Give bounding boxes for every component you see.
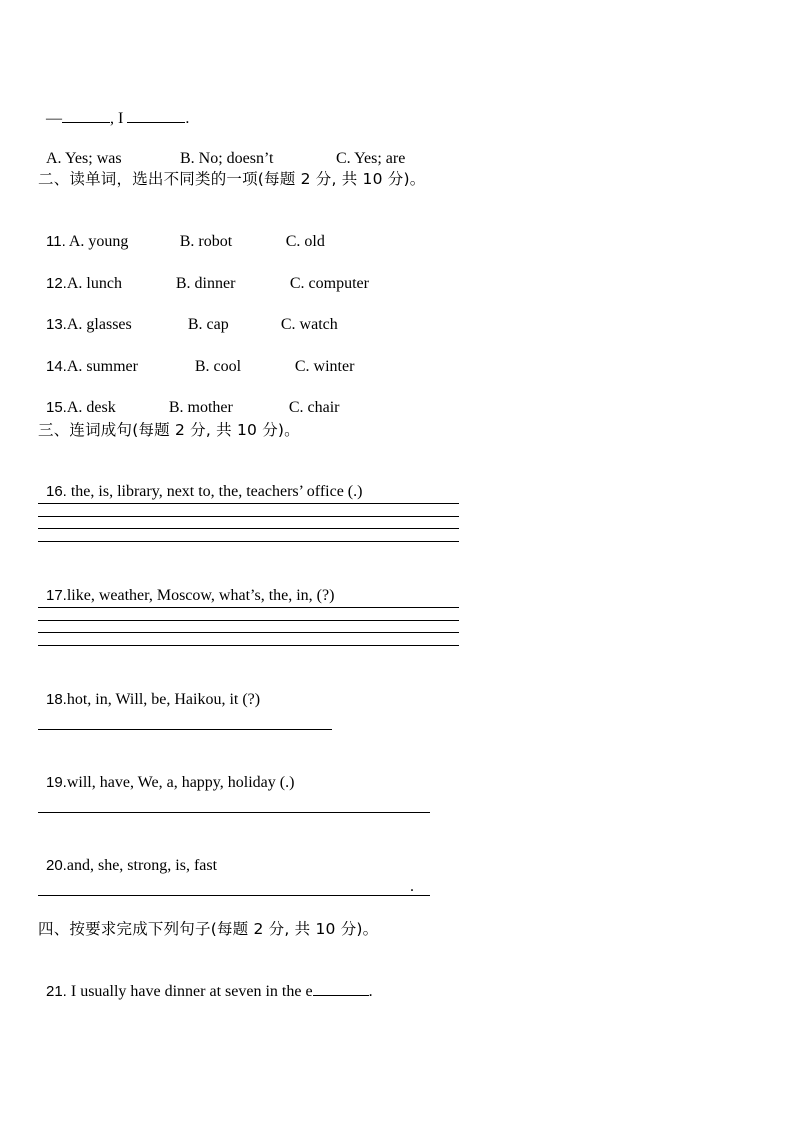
q17-answer-line-1[interactable] <box>38 607 459 608</box>
q13-option-c[interactable]: C. watch <box>280 316 338 333</box>
q15-option-a[interactable]: A. desk <box>66 399 116 416</box>
q18-number: 18. <box>46 691 67 708</box>
q20-prompt: and, she, strong, is, fast <box>66 857 218 874</box>
q16-prompt: the, is, library, next to, the, teachers’ office (.) <box>66 483 363 500</box>
q17-answer-line-4[interactable] <box>38 645 459 646</box>
section2-heading: 二、读单词，选出不同类的一项(每题 2 分, 共 10 分)。 <box>38 170 426 188</box>
q10-blank-2[interactable] <box>127 108 185 123</box>
q10-dash: — <box>46 110 62 127</box>
q18-answer-line[interactable] <box>38 729 332 730</box>
q19-answer-line[interactable] <box>38 812 430 813</box>
q19-number: 19. <box>46 774 67 791</box>
q13-number: 13. <box>46 316 67 333</box>
q10-option-a[interactable]: A. Yes; was <box>46 150 122 167</box>
q11 <box>38 212 325 252</box>
q21-end: . <box>368 983 373 1000</box>
q18-prompt: hot, in, Will, be, Haikou, it (?) <box>66 691 261 708</box>
q16 <box>38 462 362 502</box>
q10-separator: , I <box>110 110 128 127</box>
q15-option-b[interactable]: B. mother <box>168 399 233 416</box>
q12-option-c[interactable]: C. computer <box>289 275 369 292</box>
q10-end: . <box>185 110 190 127</box>
q10-options <box>38 129 405 169</box>
q11-number: 11. <box>46 233 66 250</box>
q16-number: 16. <box>46 483 67 500</box>
q14-option-a[interactable]: A. summer <box>66 358 138 375</box>
q16-answer-line-1[interactable] <box>38 503 459 504</box>
q10-blank-1[interactable] <box>62 108 110 123</box>
q20-answer-line[interactable] <box>38 895 430 896</box>
q21 <box>38 961 373 1002</box>
q12-option-a[interactable]: A. lunch <box>66 275 122 292</box>
q17 <box>38 566 334 606</box>
q10-option-c[interactable]: C. Yes; are <box>336 150 406 167</box>
q16-answer-line-4[interactable] <box>38 541 459 542</box>
q21-number: 21. <box>46 983 67 1000</box>
q10-answer-line <box>38 88 189 129</box>
q17-answer-line-2[interactable] <box>38 620 459 621</box>
q19 <box>38 753 294 793</box>
q14-option-b[interactable]: B. cool <box>194 358 242 375</box>
q20-number: 20. <box>46 857 67 874</box>
q19-prompt: will, have, We, a, happy, holiday (.) <box>66 774 295 791</box>
q14-number: 14. <box>46 358 67 375</box>
section3-heading: 三、连词成句(每题 2 分, 共 10 分)。 <box>38 421 300 439</box>
q10-option-b[interactable]: B. No; doesn’t <box>180 150 274 167</box>
q13 <box>38 295 338 335</box>
q17-answer-line-3[interactable] <box>38 632 459 633</box>
q13-option-b[interactable]: B. cap <box>187 316 229 333</box>
q12-option-b[interactable]: B. dinner <box>175 275 236 292</box>
q17-number: 17. <box>46 587 67 604</box>
q14-option-c[interactable]: C. winter <box>294 358 355 375</box>
q11-option-b[interactable]: B. robot <box>179 233 233 250</box>
q20 <box>38 836 217 876</box>
q14 <box>38 337 354 377</box>
q11-option-c[interactable]: C. old <box>285 233 325 250</box>
q12-number: 12. <box>46 275 67 292</box>
q15-number: 15. <box>46 399 67 416</box>
q20-period: . <box>410 878 414 895</box>
q15-option-c[interactable]: C. chair <box>288 399 340 416</box>
section4-heading: 四、按要求完成下列句子(每题 2 分, 共 10 分)。 <box>38 920 379 938</box>
q12 <box>38 254 369 294</box>
q16-answer-line-3[interactable] <box>38 528 459 529</box>
q11-option-a[interactable]: A. young <box>65 233 129 250</box>
q17-prompt: like, weather, Moscow, what’s, the, in, (?) <box>66 587 335 604</box>
q16-answer-line-2[interactable] <box>38 516 459 517</box>
q15 <box>38 378 340 418</box>
q13-option-a[interactable]: A. glasses <box>66 316 132 333</box>
q18 <box>38 670 260 710</box>
q21-blank[interactable] <box>313 981 369 996</box>
q21-prompt: I usually have dinner at seven in the e <box>66 983 313 1000</box>
